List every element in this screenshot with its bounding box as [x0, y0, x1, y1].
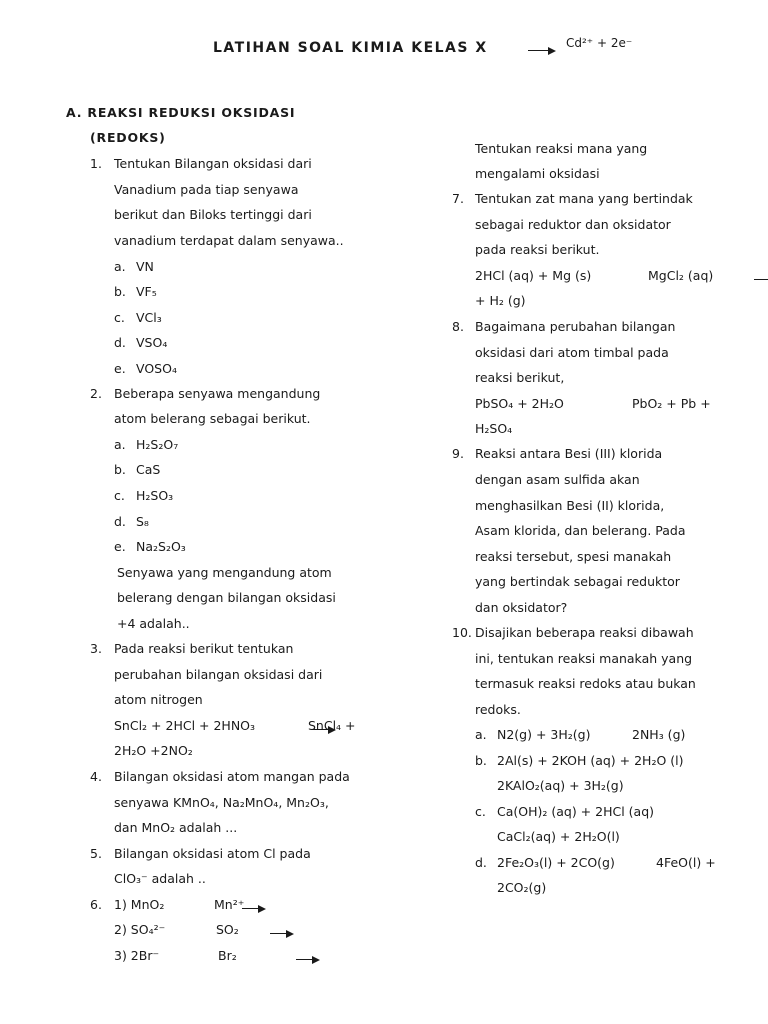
- q4-line: Bilangan oksidasi atom mangan pada: [114, 769, 350, 784]
- option-text: VF₅: [136, 284, 157, 299]
- option-text: H₂S₂O₇: [136, 437, 179, 452]
- option-text: VSO₄: [136, 335, 168, 350]
- page-title: LATIHAN SOAL KIMIA KELAS X: [213, 40, 488, 56]
- q3-number: 3.: [90, 641, 102, 656]
- q3-reaction-right: SnCl₄ +: [308, 718, 356, 733]
- q9-line: Reaksi antara Besi (III) klorida: [475, 446, 663, 461]
- q6-item-right: Mn²⁺: [214, 897, 245, 912]
- q6-item-left: 2) SO₄²⁻: [114, 922, 166, 937]
- arrow-icon: [528, 47, 556, 55]
- q2-line: Beberapa senyawa mengandung: [114, 386, 321, 401]
- option-letter: c.: [114, 488, 125, 503]
- option-letter: b.: [475, 753, 487, 768]
- option-text: S₈: [136, 514, 149, 529]
- q6-item-right: SO₂: [216, 922, 239, 937]
- q7-line: Tentukan zat mana yang bertindak: [475, 191, 693, 206]
- arrow-icon: [242, 905, 266, 913]
- q10c-left: Ca(OH)₂ (aq) + 2HCl (aq): [497, 804, 655, 819]
- q8-line: reaksi berikut,: [475, 370, 565, 385]
- q4-line: dan MnO₂ adalah ...: [114, 820, 238, 835]
- q9-line: Asam klorida, dan belerang. Pada: [475, 523, 686, 538]
- q10-line: Disajikan beberapa reaksi dibawah: [475, 625, 694, 640]
- option-letter: b.: [114, 284, 126, 299]
- q9-line: menghasilkan Besi (II) klorida,: [475, 498, 665, 513]
- option-letter: e.: [114, 361, 126, 376]
- q7-reaction-left: 2HCl (aq) + Mg (s): [475, 268, 592, 283]
- q2-number: 2.: [90, 386, 102, 401]
- arrow-icon: [296, 956, 320, 964]
- q3-reaction-cont: 2H₂O +2NO₂: [114, 743, 193, 758]
- q10c-cont: CaCl₂(aq) + 2H₂O(l): [497, 829, 620, 844]
- option-letter: a.: [114, 259, 126, 274]
- q9-line: reaksi tersebut, spesi manakah: [475, 549, 672, 564]
- option-letter: c.: [475, 804, 486, 819]
- q2-after-line: belerang dengan bilangan oksidasi: [117, 590, 336, 605]
- option-text: CaS: [136, 462, 161, 477]
- q6-cont-line: mengalami oksidasi: [475, 166, 600, 181]
- q7-line: pada reaksi berikut.: [475, 242, 600, 257]
- q10d-left: 2Fe₂O₃(l) + 2CO(g): [497, 855, 615, 870]
- q1-line: vanadium terdapat dalam senyawa..: [114, 233, 344, 248]
- q1-number: 1.: [90, 156, 102, 171]
- option-letter: e.: [114, 539, 126, 554]
- section-heading: A. REAKSI REDUKSI OKSIDASI: [66, 105, 296, 120]
- option-text: H₂SO₃: [136, 488, 174, 503]
- q5-number: 5.: [90, 846, 102, 861]
- option-letter: b.: [114, 462, 126, 477]
- arrow-icon: [754, 276, 768, 284]
- option-text: VOSO₄: [136, 361, 177, 376]
- q10b-cont: 2KAlO₂(aq) + 3H₂(g): [497, 778, 624, 793]
- q9-line: dengan asam sulfida akan: [475, 472, 640, 487]
- q8-line: oksidasi dari atom timbal pada: [475, 345, 669, 360]
- q2-line: atom belerang sebagai berikut.: [114, 411, 311, 426]
- q10a-right: 2NH₃ (g): [632, 727, 686, 742]
- q5-line: Bilangan oksidasi atom Cl pada: [114, 846, 311, 861]
- q5-line: ClO₃⁻ adalah ..: [114, 871, 206, 886]
- q2-after-line: +4 adalah..: [117, 616, 190, 631]
- q3-line: perubahan bilangan oksidasi dari: [114, 667, 323, 682]
- arrow-icon: [270, 930, 294, 938]
- option-letter: a.: [475, 727, 487, 742]
- q9-number: 9.: [452, 446, 464, 461]
- option-text: VCl₃: [136, 310, 162, 325]
- option-letter: d.: [475, 855, 487, 870]
- q10b-left: 2Al(s) + 2KOH (aq) + 2H₂O (l): [497, 753, 684, 768]
- q10d-right: 4FeO(l) +: [656, 855, 716, 870]
- q6-number: 6.: [90, 897, 102, 912]
- option-text: VN: [136, 259, 154, 274]
- q2-after-line: Senyawa yang mengandung atom: [117, 565, 332, 580]
- q3-line: Pada reaksi berikut tentukan: [114, 641, 294, 656]
- q8-reaction-left: PbSO₄ + 2H₂O: [475, 396, 564, 411]
- q10a-left: N2(g) + 3H₂(g): [497, 727, 591, 742]
- q8-line: Bagaimana perubahan bilangan: [475, 319, 676, 334]
- option-letter: d.: [114, 514, 126, 529]
- q6-cont-line: Tentukan reaksi mana yang: [475, 141, 648, 156]
- q7-line: sebagai reduktor dan oksidator: [475, 217, 671, 232]
- q3-line: atom nitrogen: [114, 692, 203, 707]
- option-letter: d.: [114, 335, 126, 350]
- q1-line: Tentukan Bilangan oksidasi dari: [114, 156, 312, 171]
- q1-line: berikut dan Biloks tertinggi dari: [114, 207, 312, 222]
- option-letter: c.: [114, 310, 125, 325]
- q3-reaction-left: SnCl₂ + 2HCl + 2HNO₃: [114, 718, 256, 733]
- q10-line: ini, tentukan reaksi manakah yang: [475, 651, 693, 666]
- q1-line: Vanadium pada tiap senyawa: [114, 182, 299, 197]
- q6-item-left: 1) MnO₂: [114, 897, 165, 912]
- q7-reaction-right: MgCl₂ (aq): [648, 268, 714, 283]
- q7-reaction-cont: + H₂ (g): [475, 293, 526, 308]
- option-letter: a.: [114, 437, 126, 452]
- q10-line: termasuk reaksi redoks atau bukan: [475, 676, 696, 691]
- q9-line: dan oksidator?: [475, 600, 568, 615]
- q10-number: 10.: [452, 625, 472, 640]
- q4-line: senyawa KMnO₄, Na₂MnO₄, Mn₂O₃,: [114, 795, 329, 810]
- q8-number: 8.: [452, 319, 464, 334]
- section-heading-sub: (REDOKS): [90, 130, 166, 145]
- q7-number: 7.: [452, 191, 464, 206]
- q9-line: yang bertindak sebagai reduktor: [475, 574, 680, 589]
- title-formula: Cd²⁺ + 2e⁻: [566, 36, 633, 50]
- q10d-cont: 2CO₂(g): [497, 880, 547, 895]
- option-text: Na₂S₂O₃: [136, 539, 186, 554]
- q8-reaction-right: PbO₂ + Pb +: [632, 396, 711, 411]
- q6-item-right: Br₂: [218, 948, 237, 963]
- q10-line: redoks.: [475, 702, 521, 717]
- q6-item-left: 3) 2Br⁻: [114, 948, 160, 963]
- q8-reaction-cont: H₂SO₄: [475, 421, 513, 436]
- q4-number: 4.: [90, 769, 102, 784]
